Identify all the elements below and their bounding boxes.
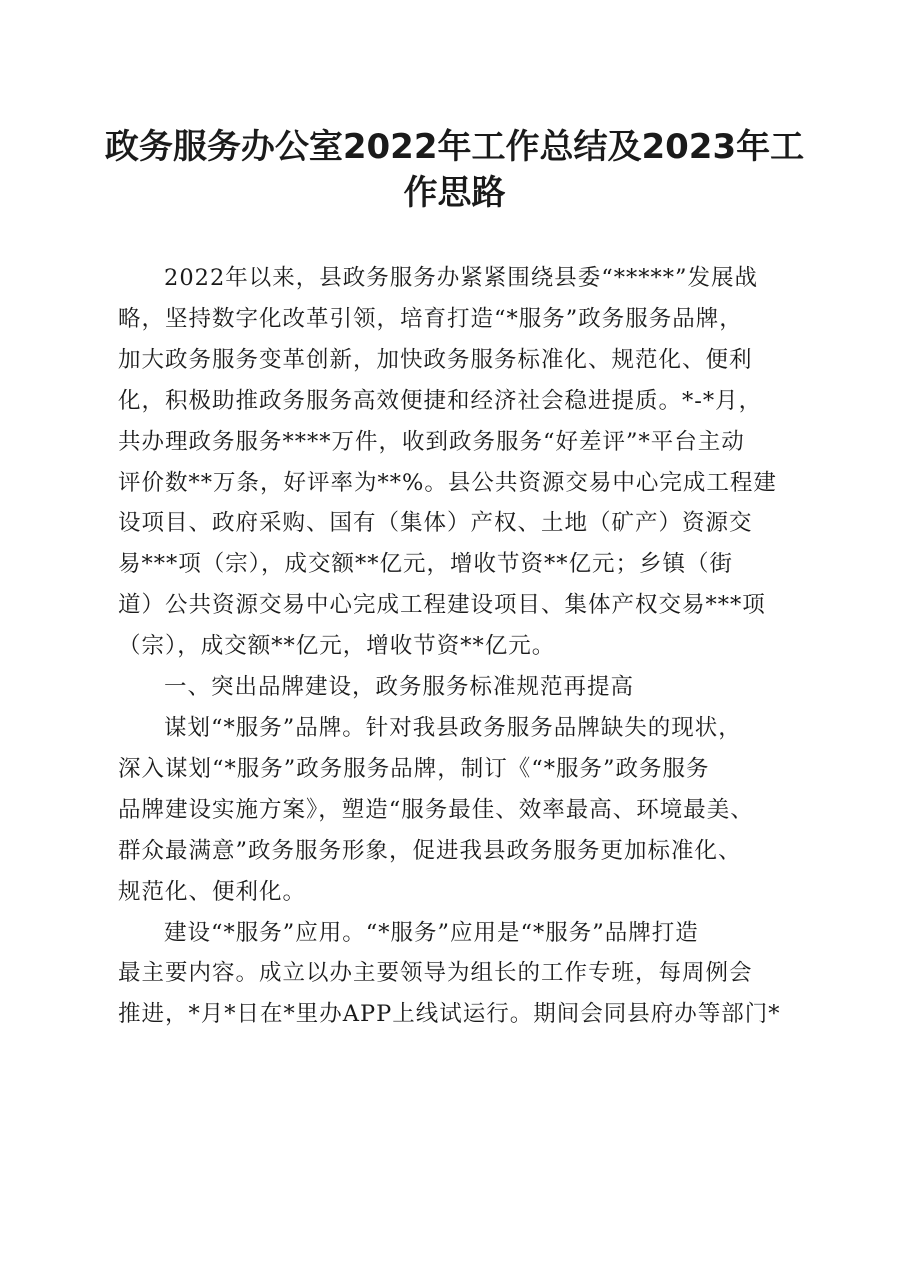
section-heading <box>118 667 808 708</box>
document-title <box>80 124 829 216</box>
paragraph-app-building <box>118 913 808 1036</box>
text-line: 谋划“*服务”品牌。针对我县政务服务品牌缺失的现状， <box>164 714 742 741</box>
text-line: 设项目、政府采购、国有（集体）产权、土地（矿产）资源交 <box>118 510 753 537</box>
text-line: 共办理政务服务****万件，收到政务服务“好差评”*平台主动 <box>118 428 745 455</box>
document-body <box>118 258 808 1035</box>
text-line: 加大政务服务变革创新，加快政务服务标准化、规范化、便利 <box>118 346 753 373</box>
title-line: 政务服务办公室2022年工作总结及2023年工 <box>104 127 805 167</box>
title-line: 作思路 <box>403 173 506 213</box>
text-line: 化，积极助推政务服务高效便捷和经济社会稳进提质。*-*月， <box>118 387 763 414</box>
text-line: 建设“*服务”应用。“*服务”应用是“*服务”品牌打造 <box>164 919 699 946</box>
text-line: 群众最满意”政务服务形象，促进我县政务服务更加标准化、 <box>118 837 742 864</box>
text-line: 评价数**万条，好评率为**%。县公共资源交易中心完成工程建 <box>118 469 777 496</box>
text-line: 略，坚持数字化改革引领，培育打造“*服务”政务服务品牌， <box>118 305 743 332</box>
paragraph-brand-planning <box>118 708 808 913</box>
paragraph-intro <box>118 258 808 667</box>
text-line: 最主要内容。成立以办主要领导为组长的工作专班，每周例会 <box>118 960 753 987</box>
text-line: 道）公共资源交易中心完成工程建设项目、集体产权交易***项 <box>118 592 766 619</box>
text-line: 规范化、便利化。 <box>118 878 307 905</box>
text-line: 易***项（宗），成交额**亿元，增收节资**亿元；乡镇（街 <box>118 551 734 578</box>
text-line: 推进，*月*日在*里办APP上线试运行。期间会同县府办等部门* <box>118 1001 781 1028</box>
heading-line: 一、突出品牌建设，政务服务标准规范再提高 <box>164 674 635 701</box>
text-line: 2022年以来，县政务服务办紧紧围绕县委“*****”发展战 <box>164 265 759 291</box>
text-line: 深入谋划“*服务”政务服务品牌，制订《“*服务”政务服务 <box>118 755 710 782</box>
text-line: 品牌建设实施方案》，塑造“服务最佳、效率最高、环境最美、 <box>118 796 754 823</box>
text-line: （宗），成交额**亿元，增收节资**亿元。 <box>118 633 556 660</box>
